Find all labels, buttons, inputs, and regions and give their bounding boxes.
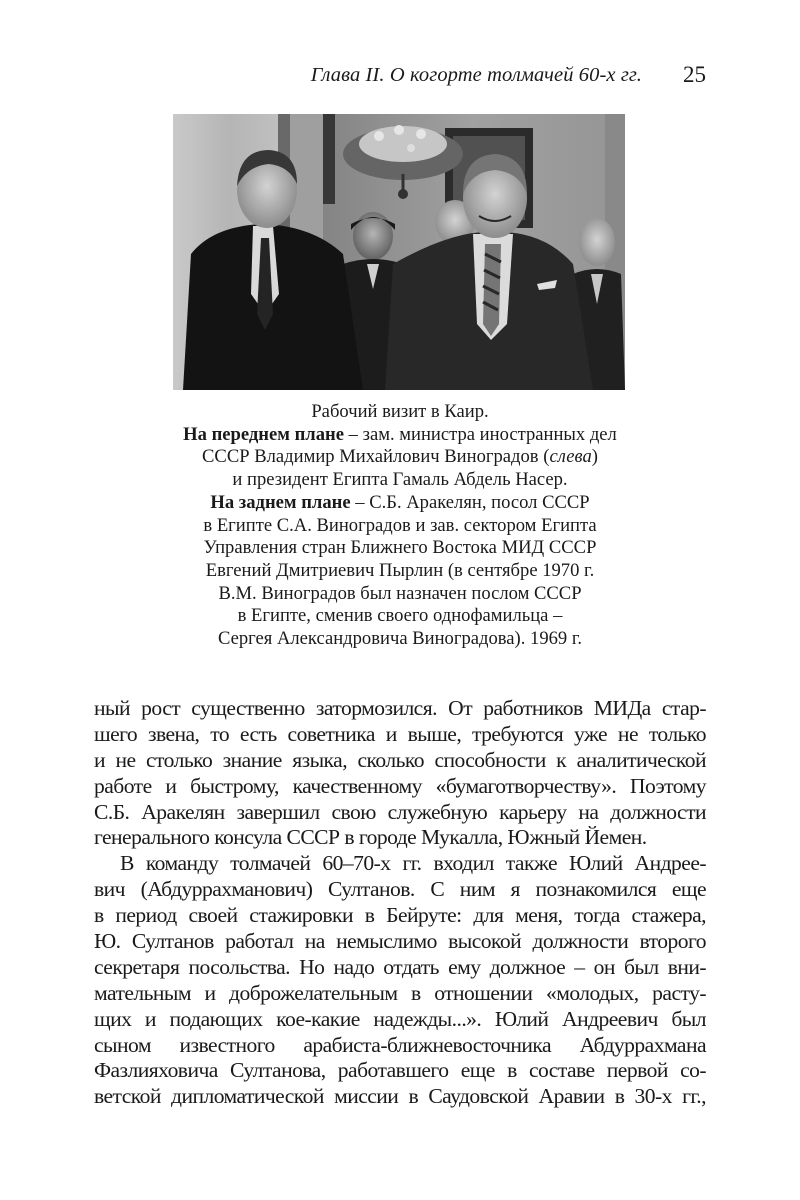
caption-line: Сергея Александровича Виноградова). 1969 г. [217,628,583,650]
text-line: Фазлияховича Султанова, работавшего еще в составе первой со- [94,1058,706,1083]
text-line: С.Б. Аракелян завершил свою служебную карьеру на должности [94,799,706,824]
caption-italic: слева [549,446,592,468]
text-line: в период своей стажировки в Бейруте: для меня, тогда стажера, [94,903,706,928]
photo-caption [120,401,680,651]
caption-label-background: На заднем плане [210,491,351,513]
text-line: ный рост существенно затормозился. От работников МИДа стар- [94,696,706,720]
caption-text: ) [591,446,598,468]
caption-title: Рабочий визит в Каир. [311,401,489,422]
text-line: сыном известного арабиста-ближневосточника Абдуррахмана [94,1032,706,1057]
caption-line: в Египте С.А. Виноградов и зав. сектором Египта [203,514,597,536]
caption-text: СССР Владимир Михайлович Виноградов ( [202,446,550,468]
text-line: щих и подающих кое-какие надежды...». Юлий Андреевич был [94,1006,706,1031]
caption-line: Управления стран Ближнего Востока МИД СССР [203,537,597,559]
page-number: 25 [683,62,706,87]
caption-line: и президент Египта Гамаль Абдель Насер. [232,469,568,491]
photo [173,114,625,390]
text-line: работе и быстрому, качественному «бумаготворчеству». Поэтому [94,773,706,798]
running-head [94,62,706,92]
text-line: мательным и доброжелательным в отношении «молодых, расту- [94,980,706,1005]
caption-text: – С.Б. Аракелян, посол СССР [350,491,590,513]
text-line: генерального консула СССР в городе Мукалла, Южный Йемен. [94,825,647,850]
text-line: Ю. Султанов работал на немыслимо высокой должности второго [94,929,706,954]
caption-line: в Египте, сменив своего однофамильца – [237,605,563,627]
text-line: шего звена, то есть советника и выше, требуются уже не только [94,721,706,746]
caption-line: Евгений Дмитриевич Пырлин (в сентябре 1970 г. [205,559,595,581]
caption-text: – зам. министра иностранных дел [344,423,617,445]
caption-line [120,492,680,515]
text-line: ветской дипломатической миссии в Саудовской Аравии в 30-х гг., [94,1084,706,1109]
text-line: и не столько знание языка, сколько способности к аналитической [94,747,706,772]
text-line: секретаря посольства. Но надо отдать ему должное – он был вни- [94,954,706,979]
caption-line: В.М. Виноградов был назначен послом СССР [218,582,582,604]
caption-label-foreground: На переднем плане [183,423,344,445]
text-line: вич (Абдуррахманович) Султанов. С ним я познакомился еще [94,877,706,902]
chapter-title: Глава II. О когорте толмачей 60-х гг. [310,64,642,86]
photo-image [173,114,625,390]
caption-line [120,424,680,447]
body-text [94,696,706,1110]
paragraph-start-line: В команду толмачей 60–70-х гг. входил также Юлий Андрее- [120,851,706,876]
caption-line [120,446,680,469]
